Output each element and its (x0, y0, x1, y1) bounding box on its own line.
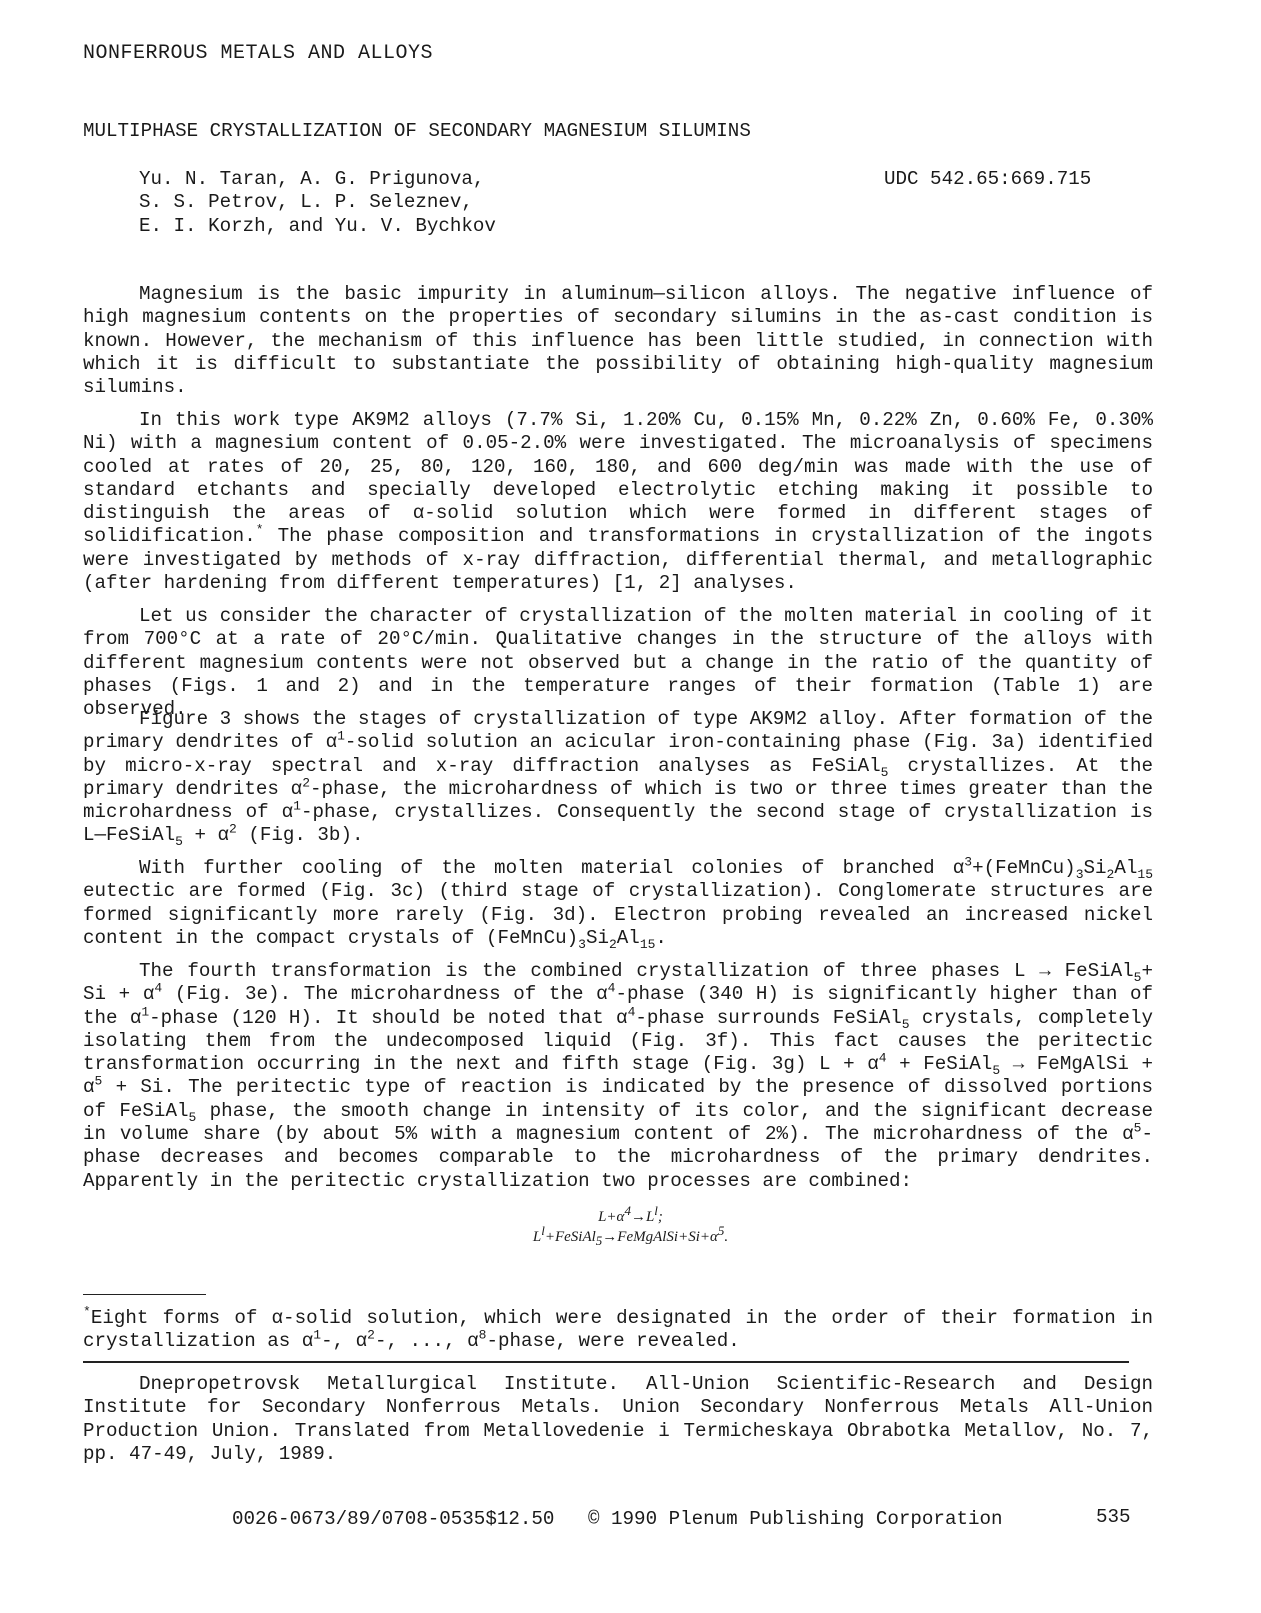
footnote: *Eight forms of α-solid solution, which were designated in the order of their formation in crystallization as $\alpha^1-$, $\alpha^2-$, ..., $\alpha^8$-phase, were revealed. (83, 1304, 1153, 1353)
copyright-line: © 1990 Plenum Publishing Corporation (588, 1508, 1003, 1530)
footnote-marker: * (83, 1304, 91, 1320)
affiliation-note: Dnepropetrovsk Metallurgical Institute. All-Union Scientific-Research and Design Institute for Secondary Nonferrous Metals. Union Secondary Nonferrous Metals All-Union Production Union. Translated from Metallovedenie i Termicheskaya Obrabotka Metallov, No. 7, pp. 47-49, July, 1989. (83, 1373, 1153, 1465)
article-title: MULTIPHASE CRYSTALLIZATION OF SECONDARY MAGNESIUM SILUMINS (83, 120, 751, 142)
affiliation-divider (83, 1361, 1129, 1363)
udc-code: UDC 542.65:669.715 (884, 168, 1092, 190)
footnote-marker: * (255, 523, 264, 539)
equation-2: $L^l+FeSiAl_5\to FeMgAlSi+Si+\alpha^5$. (532, 1223, 729, 1248)
author-list (139, 168, 496, 238)
section-heading: NONFERROUS METALS AND ALLOYS (83, 42, 434, 65)
publication-code: 0026-0673/89/0708-0535$12.50 (232, 1508, 555, 1530)
paragraph-cooling: Let us consider the character of crystallization of the molten material in cooling of it from 700°C at a rate of 20°C/min. Qualitative changes in the structure of the alloys with different magnesium contents were not observed but a change in the ratio of the quantity of phases (Figs. 1 and 2) and in the temperature ranges of their formation (Table 1) are observed. (83, 605, 1153, 721)
paragraph-stages: Figure 3 shows the stages of crystallization of type AK9M2 alloy. After formation of the primary dendrites of $\alpha^1$-solid solution an acicular iron-containing phase (Fig. 3a) identified by micro-x-ray spectral and x-ray diffraction analyses as FeSiAl$_5$ crystallizes. At the primary dendrites $\alpha^2$-phase, the microhardness of which is two or three times greater than the microhardness of $\alpha^1$-phase, crystallizes. Consequently the second stage of crystallization is L—FeSiAl$_5$ + $\alpha^2$ (Fig. 3b). (83, 708, 1153, 850)
page-number: 535 (1096, 1506, 1131, 1528)
author-line: E. I. Korzh, and Yu. V. Bychkov (139, 214, 496, 237)
paragraph-peritectic: The fourth transformation is the combined crystallization of three phases L → FeSiAl$_5$+ $Si + \alpha^4$ (Fig. 3e). The microhardness of the $\alpha^4$-phase (340 H) is significantly higher than of the $\alpha^1$-phase (120 H). It should be noted that $\alpha^4$-phase surrounds FeSiAl$_5$ crystals, completely isolating them from the undecomposed liquid (Fig. 3f). This fact causes the peritectic transformation occurring in the next and fifth stage (Fig. 3g) $L + \alpha^4$ + FeSiAl$_5$ → FeMgAlSi + $\alpha^5 + Si$. The peritectic type of reaction is indicated by the presence of dissolved portions of FeSiAl$_5$ phase, the smooth change in intensity of its color, and the significant decrease in volume share (by about 5% with a magnesium content of 2%). The microhardness of the $\alpha^5$-phase decreases and becomes comparable to the microhardness of the primary dendrites. Apparently in the peritectic crystallization two processes are combined: (83, 960, 1154, 1192)
paragraph-intro: Magnesium is the basic impurity in aluminum—silicon alloys. The negative influence of high magnesium contents on the properties of secondary silumins in the as-cast condition is known. However, the mechanism of this influence has been little studied, in connection with which it is difficult to substantiate the possibility of obtaining high-quality magnesium silumins. (83, 283, 1153, 399)
author-line: Yu. N. Taran, A. G. Prigunova, (139, 168, 485, 190)
author-line: S. S. Petrov, L. P. Seleznev, (139, 191, 473, 214)
paragraph-eutectic: With further cooling of the molten material colonies of branched $\alpha^3+(FeMnCu)_3Si_2Al_{15}$ eutectic are formed (Fig. 3c) (third stage of crystallization). Conglomerate structures are formed significantly more rarely (Fig. 3d). Electron probing revealed an increased nickel content in the compact crystals of $(FeMnCu)_3Si_2Al_{15}$. (83, 854, 1153, 952)
equation-1: $L+\alpha^4\to L^l$; (598, 1203, 663, 1225)
paragraph-materials: In this work type AK9M2 alloys (7.7% Si, 1.20% Cu, 0.15% Mn, 0.22% Zn, 0.60% Fe, 0.30% Ni) with a magnesium content of 0.05-2.0% were investigated. The microanalysis of specimens cooled at rates of 20, 25, 80, 120, 160, 180, and 600 deg/min was made with the use of standard etchants and specially developed electrolytic etching making it possible to distinguish the areas of α-solid solution which were formed in different stages of solidification.* The phase composition and transformations in crystallization of the ingots were investigated by methods of x-ray diffraction, differential thermal, and metallographic (after hardening from different temperatures) [1, 2] analyses. (83, 409, 1153, 595)
footnote-divider (83, 1294, 206, 1295)
